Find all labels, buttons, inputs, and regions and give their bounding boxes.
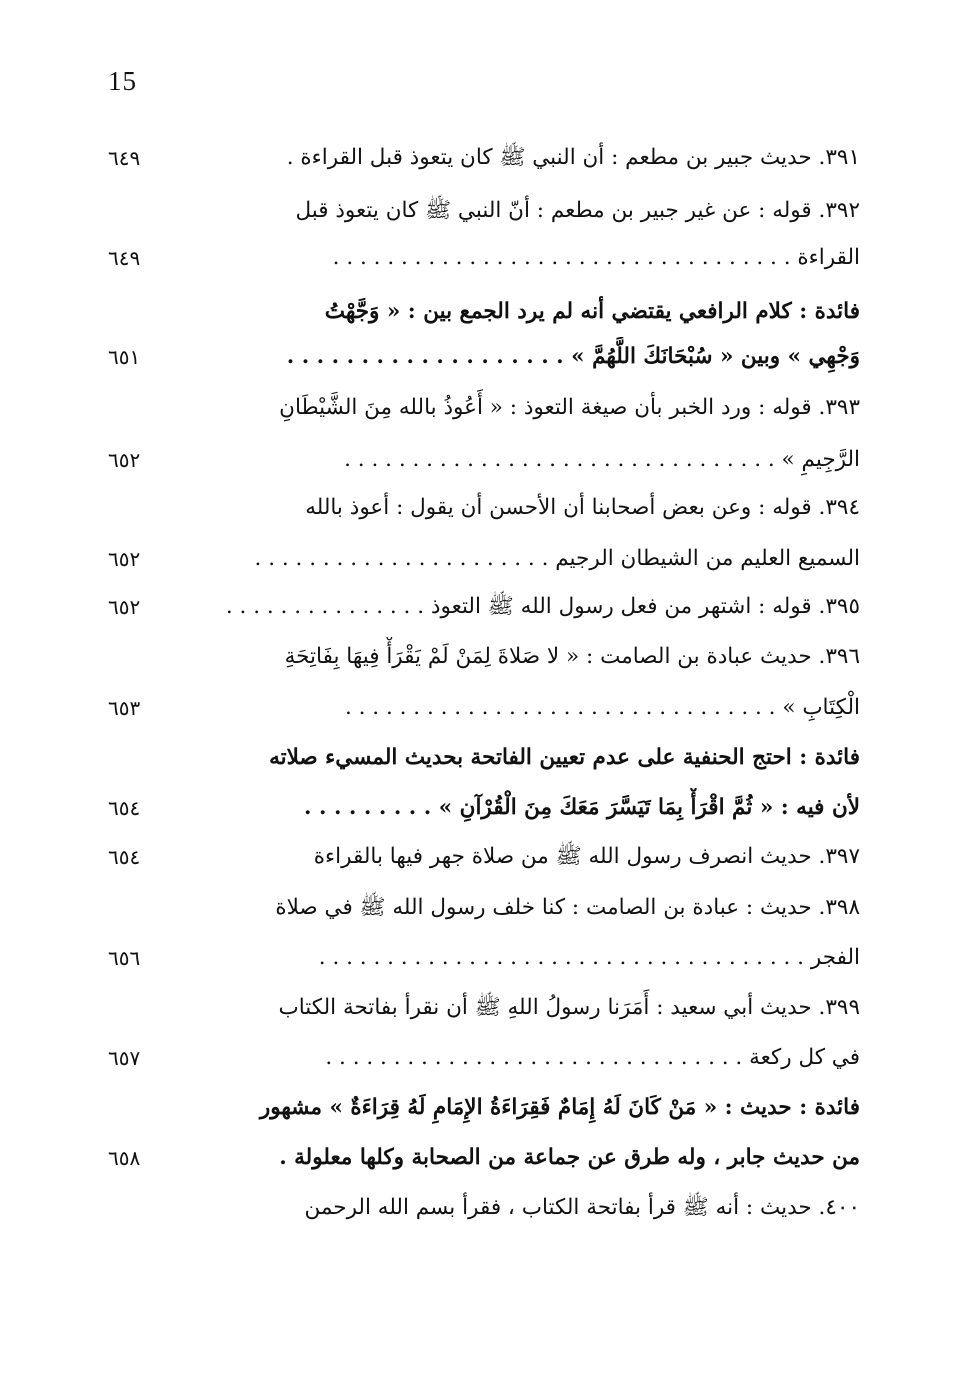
toc-line: [108, 292, 860, 332]
toc-line-text: ٣٩٩. حديث أبي سعيد : أَمَرَنا رسولُ اللهِ ﷺ أن نقرأ بفاتحة الكتاب: [278, 995, 860, 1020]
toc-line: [108, 238, 860, 278]
toc-line-text: ٣٩٣. قوله : ورد الخبر بأن صيغة التعوذ : « أَعُوذُ بالله مِنَ الشَّيْطَانِ: [279, 395, 860, 420]
toc-line: [108, 888, 860, 928]
toc-line: [108, 587, 860, 627]
toc-line: [108, 337, 860, 377]
toc-line: [108, 637, 860, 677]
toc-line-page-number: ٦٥٤: [108, 845, 141, 869]
toc-line: [108, 1088, 860, 1128]
toc-line-text: وَجْهِي » وبين « سُبْحَانَكَ اللَّهُمَّ » . . . . . . . . . . . . . . . . . . .: [286, 344, 860, 369]
toc-line: [108, 788, 860, 828]
toc-line-page-number: ٦٥٧: [108, 1046, 141, 1070]
toc-line: [108, 1038, 860, 1078]
toc-line-page-number: ٦٥٤: [108, 796, 141, 820]
toc-line-text: ٤٠٠. حديث : أنه ﷺ قرأ بفاتحة الكتاب ، فقرأ بسم الله الرحمن: [304, 1195, 860, 1220]
toc-line: [108, 988, 860, 1028]
toc-line-page-number: ٦٥٢: [108, 547, 141, 571]
toc-line: [108, 388, 860, 428]
toc-line-text: فائدة : حديث : « مَنْ كَانَ لَهُ إِمَامٌ فَقِرَاءَةُ الإِمَامِ لَهُ قِرَاءَةٌ » مشهور: [259, 1095, 860, 1120]
toc-line-text: ٣٩٤. قوله : وعن بعض أصحابنا أن الأحسن أن يقول : أعوذ بالله: [305, 495, 860, 520]
toc-line-text: ٣٩٥. قوله : اشتهر من فعل رسول الله ﷺ التعوذ . . . . . . . . . . . . . . .: [225, 594, 860, 619]
toc-line: [108, 488, 860, 528]
toc-line-text: ٣٩٦. حديث عبادة بن الصامت : « لا صَلاةَ لِمَنْ لَمْ يَقْرَأْ فِيهَا بِفَاتِحَةِ: [284, 644, 860, 669]
toc-line-text: في كل ركعة . . . . . . . . . . . . . . . . . . . . . . . . . . . . . . .: [325, 1045, 860, 1070]
toc-line-page-number: ٦٥٢: [108, 448, 141, 472]
toc-line-text: الفجر . . . . . . . . . . . . . . . . . . . . . . . . . . . . . . . . . . . .: [318, 945, 860, 970]
toc-line-text: ٣٩٨. حديث : عبادة بن الصامت : كنا خلف رسول الله ﷺ في صلاة: [275, 895, 860, 920]
toc-line-page-number: ٦٥٢: [108, 595, 141, 619]
toc-line-page-number: ٦٥١: [108, 345, 141, 369]
toc-line-text: السميع العليم من الشيطان الرجيم . . . . . . . . . . . . . . . . . . . . . .: [254, 546, 860, 571]
toc-line: [108, 738, 860, 778]
toc-line-page-number: ٦٥٣: [108, 696, 141, 720]
toc-line: [108, 138, 860, 178]
toc-line-text: ٣٩٧. حديث انصرف رسول الله ﷺ من صلاة جهر فيها بالقراءة: [313, 844, 860, 869]
toc-line-text: فائدة : كلام الرافعي يقتضي أنه لم يرد الجمع بين : « وَجَّهْتُ: [324, 299, 860, 324]
toc-line-page-number: ٦٥٨: [108, 1146, 141, 1170]
toc-line-text: ٣٩٢. قوله : عن غير جبير بن مطعم : أنّ النبي ﷺ كان يتعوذ قبل: [295, 198, 860, 223]
toc-line-text: لأن فيه : « ثُمَّ اقْرَأْ بِمَا تَيَسَّرَ مَعَكَ مِنَ الْقُرْآنِ » . . . . . . . . .: [304, 795, 860, 820]
toc-line: [108, 1138, 860, 1178]
toc-line-page-number: ٦٤٩: [108, 246, 141, 270]
toc-line-text: ٣٩١. حديث جبير بن مطعم : أن النبي ﷺ كان يتعوذ قبل القراءة .: [286, 145, 860, 170]
toc-line-text: الْكِتَابِ » . . . . . . . . . . . . . . . . . . . . . . . . . . . . . . . .: [344, 695, 860, 720]
toc-line: [108, 1188, 860, 1228]
toc-line: [108, 191, 860, 231]
toc-line-text: فائدة : احتج الحنفية على عدم تعيين الفاتحة بحديث المسيء صلاته: [269, 745, 860, 770]
toc-line: [108, 440, 860, 480]
toc-line: [108, 539, 860, 579]
toc-line: [108, 688, 860, 728]
toc-line-text: القراءة . . . . . . . . . . . . . . . . . . . . . . . . . . . . . . . . . .: [332, 245, 860, 270]
toc-line-text: الرَّجِيمِ » . . . . . . . . . . . . . . . . . . . . . . . . . . . . . . . .: [344, 447, 860, 472]
toc-line-page-number: ٦٤٩: [108, 146, 141, 170]
toc-line: [108, 837, 860, 877]
toc-line-page-number: ٦٥٦: [108, 946, 141, 970]
toc-line-text: من حديث جابر ، وله طرق عن جماعة من الصحابة وكلها معلولة .: [279, 1145, 860, 1170]
toc-line: [108, 938, 860, 978]
page-number: 15: [108, 66, 137, 96]
